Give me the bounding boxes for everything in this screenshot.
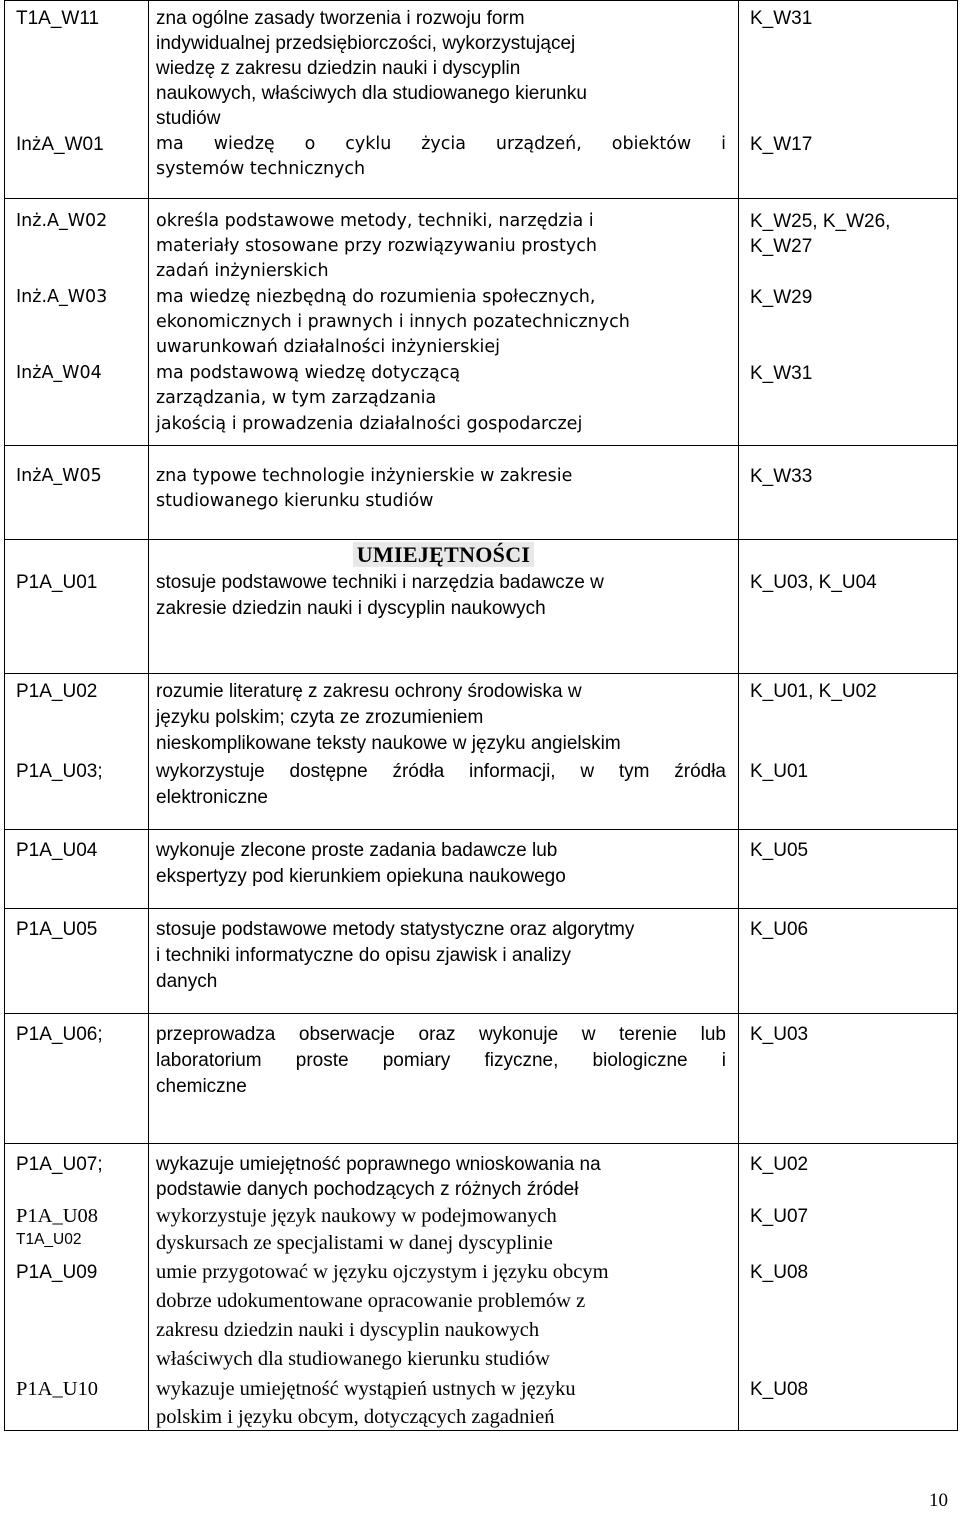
reference-code: K_W27 (750, 236, 813, 257)
code-cell (5, 1, 149, 199)
code-cell (5, 674, 149, 830)
section-heading: UMIEJĘTNOŚCI (149, 542, 738, 568)
reference-cell (739, 1014, 958, 1144)
description-cell (149, 1014, 739, 1144)
description-line: zna ogólne zasady tworzenia i rozwoju form (156, 8, 525, 29)
outcome-code: P1A_U05 (16, 919, 98, 940)
outcome-code: P1A_U10 (16, 1378, 99, 1400)
description-line: umie przygotować w języku ojczystym i języku obcym (156, 1261, 609, 1283)
description-line: zakresie dziedzin nauki i dyscyplin naukowych (156, 598, 546, 619)
description-line: uwarunkowań działalności inżynierskiej (156, 337, 500, 357)
reference-code: K_U01 (750, 761, 809, 782)
description-line: nieskomplikowane teksty naukowe w języku angielskim (156, 733, 621, 754)
outcome-code: P1A_U07; (16, 1154, 103, 1175)
description-line: ma wiedzę o cyklu życia urządzeń, obiektów i (156, 134, 726, 154)
reference-cell (739, 909, 958, 1014)
description-line: polskim i języku obcym, dotyczących zagadnień (156, 1406, 555, 1428)
description-line: laboratorium proste pomiary fizyczne, biologiczne i (156, 1050, 726, 1071)
outcome-code: InżA_W05 (16, 466, 102, 486)
description-line: chemiczne (156, 1076, 247, 1097)
description-cell (149, 909, 739, 1014)
reference-code: K_W17 (750, 134, 813, 155)
description-line: i techniki informatyczne do opisu zjawisk i analizy (156, 945, 572, 966)
reference-code: K_W29 (750, 287, 813, 308)
description-line: ma wiedzę niezbędną do rozumienia społecznych, (156, 287, 596, 307)
reference-code: K_U08 (750, 1262, 809, 1283)
reference-cell (739, 1144, 958, 1431)
outcome-code: P1A_U02 (16, 681, 98, 702)
description-line: zadań inżynierskich (156, 261, 329, 281)
outcome-code: P1A_U01 (16, 572, 98, 593)
description-line: wykazuje umiejętność poprawnego wnioskowania na (156, 1154, 601, 1175)
code-cell (5, 909, 149, 1014)
table-row (5, 1014, 958, 1144)
description-cell (149, 540, 739, 674)
reference-code: K_U03, K_U04 (750, 572, 877, 593)
code-cell (5, 1014, 149, 1144)
reference-cell (739, 1, 958, 199)
description-line: wykazuje umiejętność wystąpień ustnych w języku (156, 1378, 576, 1400)
outcome-code: InżA_W04 (16, 363, 102, 383)
table-row (5, 199, 958, 446)
reference-code: K_U02 (750, 1154, 809, 1175)
table-row (5, 674, 958, 830)
table-row (5, 540, 958, 674)
reference-code: K_U01, K_U02 (750, 681, 877, 702)
reference-cell (739, 830, 958, 909)
reference-code: K_W33 (750, 466, 813, 487)
reference-code: K_W25, K_W26, (750, 211, 891, 232)
description-line: naukowych, właściwych dla studiowanego kierunku (156, 83, 587, 104)
description-cell (149, 1, 739, 199)
code-cell (5, 199, 149, 446)
description-line: właściwych dla studiowanego kierunku studiów (156, 1348, 550, 1370)
outcome-code: InżA_W01 (16, 134, 104, 155)
description-line: wykorzystuje dostępne źródła informacji, w tym źródła (156, 761, 726, 782)
reference-code: K_U05 (750, 840, 809, 861)
description-line: rozumie literaturę z zakresu ochrony środowiska w (156, 681, 582, 702)
description-line: wykonuje zlecone proste zadania badawcze lub (156, 840, 558, 861)
code-cell (5, 540, 149, 674)
description-cell (149, 674, 739, 830)
description-line: studiów (156, 108, 221, 129)
description-line: zarządzania, w tym zarządzania (156, 388, 437, 408)
reference-code: K_U07 (750, 1206, 809, 1227)
code-cell (5, 446, 149, 540)
description-line: podstawie danych pochodzących z różnych źródeł (156, 1179, 579, 1200)
learning-outcomes-table (4, 0, 958, 1431)
table-row (5, 830, 958, 909)
description-cell (149, 446, 739, 540)
description-line: indywidualnej przedsiębiorczości, wykorzystującej (156, 33, 576, 54)
reference-code: K_W31 (750, 363, 813, 384)
description-line: stosuje podstawowe metody statystyczne oraz algorytmy (156, 919, 635, 940)
outcome-code: P1A_U08 (16, 1205, 99, 1227)
outcome-code: P1A_U04 (16, 840, 98, 861)
table-row (5, 1, 958, 199)
reference-code: K_U08 (750, 1379, 809, 1400)
reference-code: K_U06 (750, 919, 809, 940)
description-cell (149, 199, 739, 446)
description-line: wykorzystuje język naukowy w podejmowanych (156, 1205, 557, 1227)
description-line: stosuje podstawowe techniki i narzędzia badawcze w (156, 572, 604, 593)
description-line: systemów technicznych (156, 159, 366, 179)
description-line: określa podstawowe metody, techniki, narzędzia i (156, 211, 594, 231)
description-line: danych (156, 971, 218, 992)
reference-code: K_W31 (750, 8, 813, 29)
description-line: wiedzę z zakresu dziedzin nauki i dyscyplin (156, 58, 521, 79)
description-line: zakresu dziedzin nauki i dyscyplin naukowych (156, 1319, 540, 1341)
description-line: dobrze udokumentowane opracowanie problemów z (156, 1290, 586, 1312)
reference-cell (739, 199, 958, 446)
reference-cell (739, 446, 958, 540)
description-line: zna typowe technologie inżynierskie w zakresie (156, 466, 573, 486)
description-cell (149, 830, 739, 909)
code-cell (5, 830, 149, 909)
outcome-code: P1A_U09 (16, 1262, 98, 1283)
outcome-code: Inż.A_W03 (16, 287, 108, 307)
reference-cell (739, 540, 958, 674)
description-line: dyskursach ze specjalistami w danej dyscyplinie (156, 1232, 553, 1254)
outcome-code: Inż.A_W02 (16, 211, 108, 231)
description-line: ekspertyzy pod kierunkiem opiekuna naukowego (156, 866, 566, 887)
description-line: ekonomicznych i prawnych i innych pozatechnicznych (156, 312, 630, 332)
outcome-code: T1A_W11 (16, 8, 100, 29)
outcome-code: P1A_U03; (16, 761, 103, 782)
table-row (5, 909, 958, 1014)
description-line: materiały stosowane przy rozwiązywaniu prostych (156, 236, 597, 256)
description-line: jakością i prowadzenia działalności gospodarczej (156, 414, 583, 434)
reference-code: K_U03 (750, 1024, 809, 1045)
code-cell (5, 1144, 149, 1431)
outcome-code: T1A_U02 (16, 1231, 82, 1248)
description-line: przeprowadza obserwacje oraz wykonuje w terenie lub (156, 1024, 726, 1045)
description-line: studiowanego kierunku studiów (156, 491, 434, 511)
description-line: elektroniczne (156, 787, 268, 808)
page-number: 10 (929, 1490, 948, 1511)
description-cell (149, 1144, 739, 1431)
table-row (5, 1144, 958, 1431)
table-row (5, 446, 958, 540)
reference-cell (739, 674, 958, 830)
outcome-code: P1A_U06; (16, 1024, 103, 1045)
description-line: ma podstawową wiedzę dotyczącą (156, 363, 461, 383)
description-line: języku polskim; czyta ze zrozumieniem (156, 707, 484, 728)
